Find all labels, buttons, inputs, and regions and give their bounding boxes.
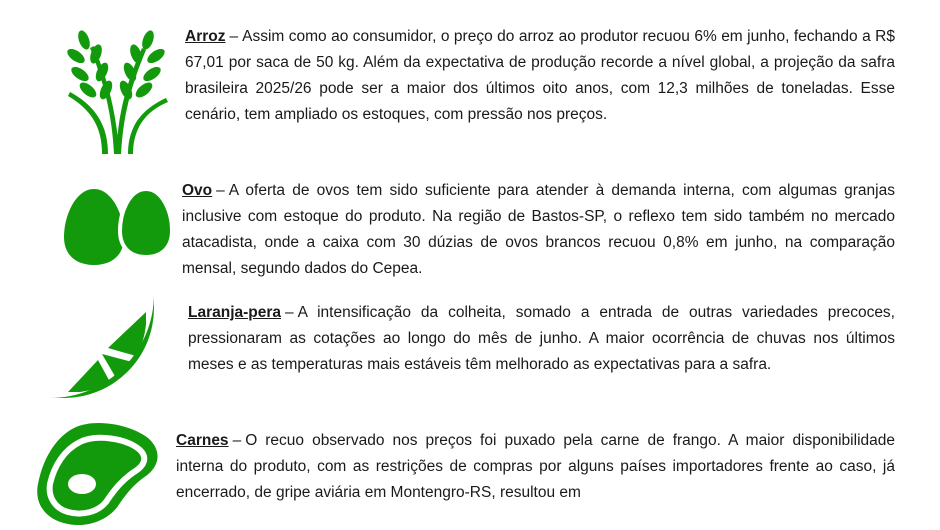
item-carnes-text: O recuo observado nos preços foi puxado pela carne de frango. A maior disponibilidade interna do produto, com as restrições de compras por alguns países importadores frente ao caso, já encerrado, de gripe aviária em Montengro-RS, resultou em xyxy=(176,432,895,501)
item-carnes-paragraph xyxy=(176,428,895,506)
separator-dash: – xyxy=(285,304,294,321)
item-ovo-text: A oferta de ovos tem sido suficiente para atender à demanda interna, com algumas granjas inclusive com estoque do produto. Na região de Bastos-SP, o reflexo tem sido também no mercado atacadista, onde a caixa com 30 dúzias de ovos brancos recuou 0,8% em junho, na comparação mensal, segundo dados do Cepea. xyxy=(182,182,895,277)
item-arroz-title: Arroz xyxy=(185,28,226,45)
item-ovo-paragraph xyxy=(182,178,895,282)
eggs-icon xyxy=(64,185,174,267)
item-arroz-text: Assim como ao consumidor, o preço do arroz ao produtor recuou 6% em junho, fechando a R$ 67,01 por saca de 50 kg. Além da expectativa de produção recorde a nível global, a projeção da safra brasileira 2025/26 pode ser a maior dos últimos oito anos, com 12,3 milhões de toneladas. Esse cenário, tem ampliado os estoques, com pressão nos preços. xyxy=(185,28,895,123)
separator-dash: – xyxy=(232,432,242,449)
item-laranja-pera-text: A intensificação da colheita, somado a entrada de outras variedades precoces, pressionaram as cotações ao longo do mês de junho. A maior ocorrência de chuvas nos últimos meses e as temperaturas mais estáveis têm melhorado as expectativas para a safra. xyxy=(188,304,895,373)
item-ovo-title: Ovo xyxy=(182,182,213,199)
item-laranja-pera-paragraph xyxy=(188,300,895,378)
orange-slice-icon xyxy=(46,290,158,402)
item-arroz-paragraph xyxy=(185,24,895,128)
item-carnes-title: Carnes xyxy=(176,432,229,449)
separator-dash: – xyxy=(216,182,225,199)
item-laranja-pera-title: Laranja-pera xyxy=(188,304,282,321)
separator-dash: – xyxy=(229,28,239,45)
steak-icon xyxy=(34,420,162,528)
rice-plant-icon xyxy=(62,18,172,156)
